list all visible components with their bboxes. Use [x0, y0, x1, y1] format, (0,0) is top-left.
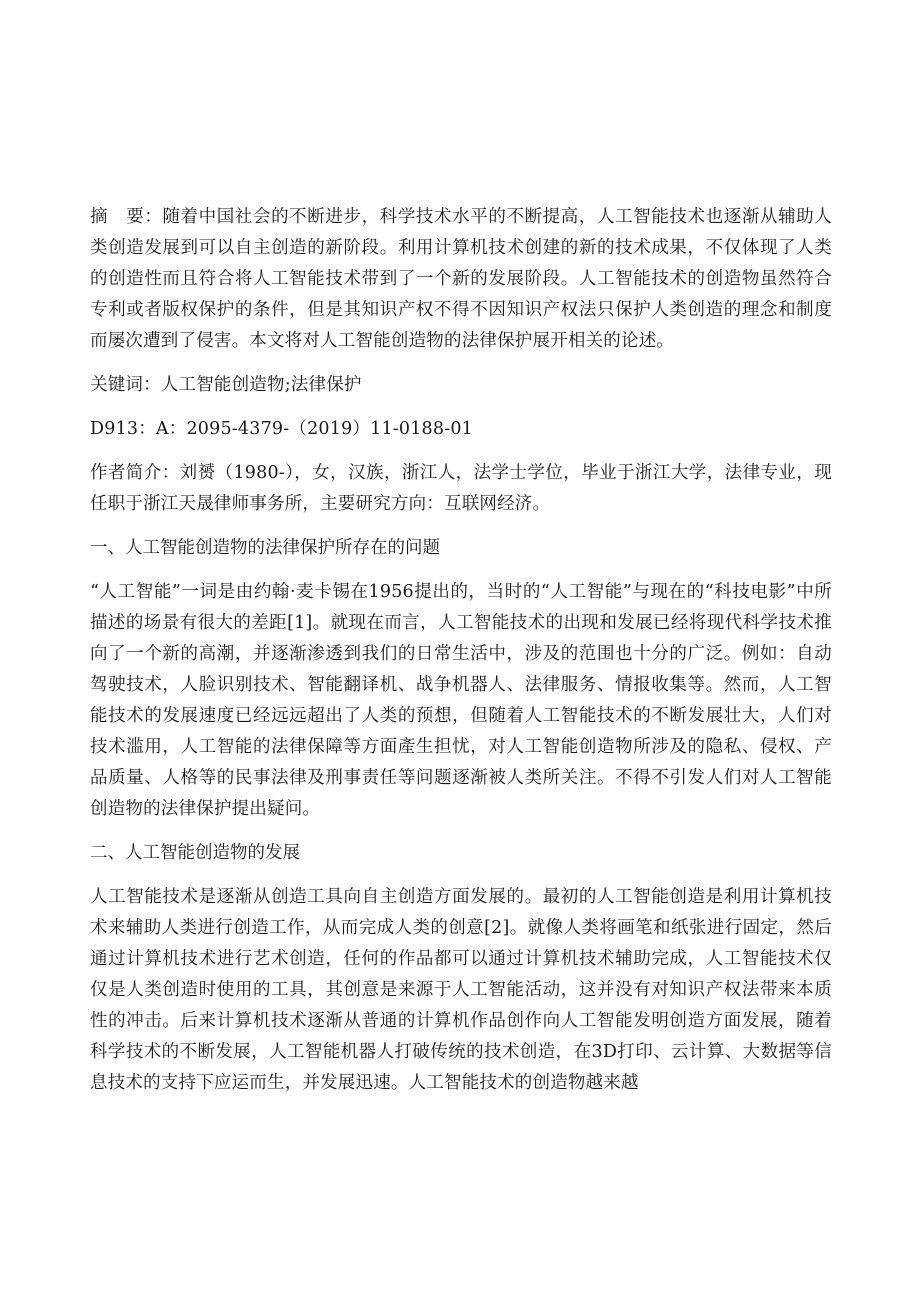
keywords-label: 关键词： [90, 375, 161, 395]
document-page [90, 202, 832, 1112]
section-body-1: “人工智能”一词是由约翰·麦卡锡在1956提出的，当时的“人工智能”与现在的“科技电影”中所描述的场景有很大的差距[1]。就现在而言，人工智能技术的出现和发展已经将现代科学技术推向了一个新的高潮，并逐渐渗透到我们的日常生活中，涉及的范围也十分的广泛。例如：自动驾驶技术，人脸识别技术、智能翻译机、战争机器人、法律服务、情报收集等。然而，人工智能技术的发展速度已经远远超出了人类的预想，但随着人工智能技术的不断发展壮大，人们对技术滥用，人工智能的法律保障等方面產生担忧，对人工智能创造物所涉及的隐私、侵权、产品质量、人格等的民事法律及刑事责任等问题逐渐被人类所关注。不得不引发人们对人工智能创造物的法律保护提出疑问。 [90, 582, 832, 819]
author-text: 刘赟（1980-），女，汉族，浙江人，法学士学位，毕业于浙江大学，法律专业，现任职于浙江天晟律师事务所，主要研究方向：互联网经济。 [90, 463, 832, 514]
section-heading-1: 一、人工智能创造物的法律保护所存在的问题 [90, 538, 440, 558]
author-label: 作者简介： [90, 463, 180, 483]
abstract-label: 摘 要： [90, 207, 163, 227]
abstract-paragraph [90, 202, 832, 357]
section-heading-2: 二、人工智能创造物的发展 [90, 843, 300, 863]
section-body-2: 人工智能技术是逐渐从创造工具向自主创造方面发展的。最初的人工智能创造是利用计算机技术来辅助人类进行创造工作，从而完成人类的创意[2]。就像人类将画笔和纸张进行固定，然后通过计算机技术进行艺术创造，任何的作品都可以通过计算机技术辅助完成，人工智能技术仅仅是人类创造时使用的工具，其创意是来源于人工智能活动，这并没有对知识产权法带来本质性的冲击。后来计算机技术逐渐从普通的计算机作品创作向人工智能发明创造方面发展，随着科学技术的不断发展，人工智能机器人打破传统的技术创造，在3D打印、云计算、大数据等信息技术的支持下应运而生，并发展迅速。人工智能技术的创造物越来越 [90, 887, 832, 1093]
author-paragraph [90, 458, 832, 520]
keywords-paragraph [90, 370, 832, 401]
classification-line: D913：A：2095-4379-（2019）11-0188-01 [90, 419, 474, 439]
keywords-text: 人工智能创造物;法律保护 [160, 375, 362, 395]
abstract-text: 随着中国社会的不断进步，科学技术水平的不断提高，人工智能技术也逐渐从辅助人类创造发展到可以自主创造的新阶段。利用计算机技术创建的新的技术成果，不仅体现了人类的创造性而且符合将人工智能技术带到了一个新的发展阶段。人工智能技术的创造物虽然符合专利或者版权保护的条件，但是其知识产权不得不因知识产权法只保护人类创造的理念和制度而屡次遭到了侵害。本文将对人工智能创造物的法律保护展开相关的论述。 [90, 207, 832, 351]
